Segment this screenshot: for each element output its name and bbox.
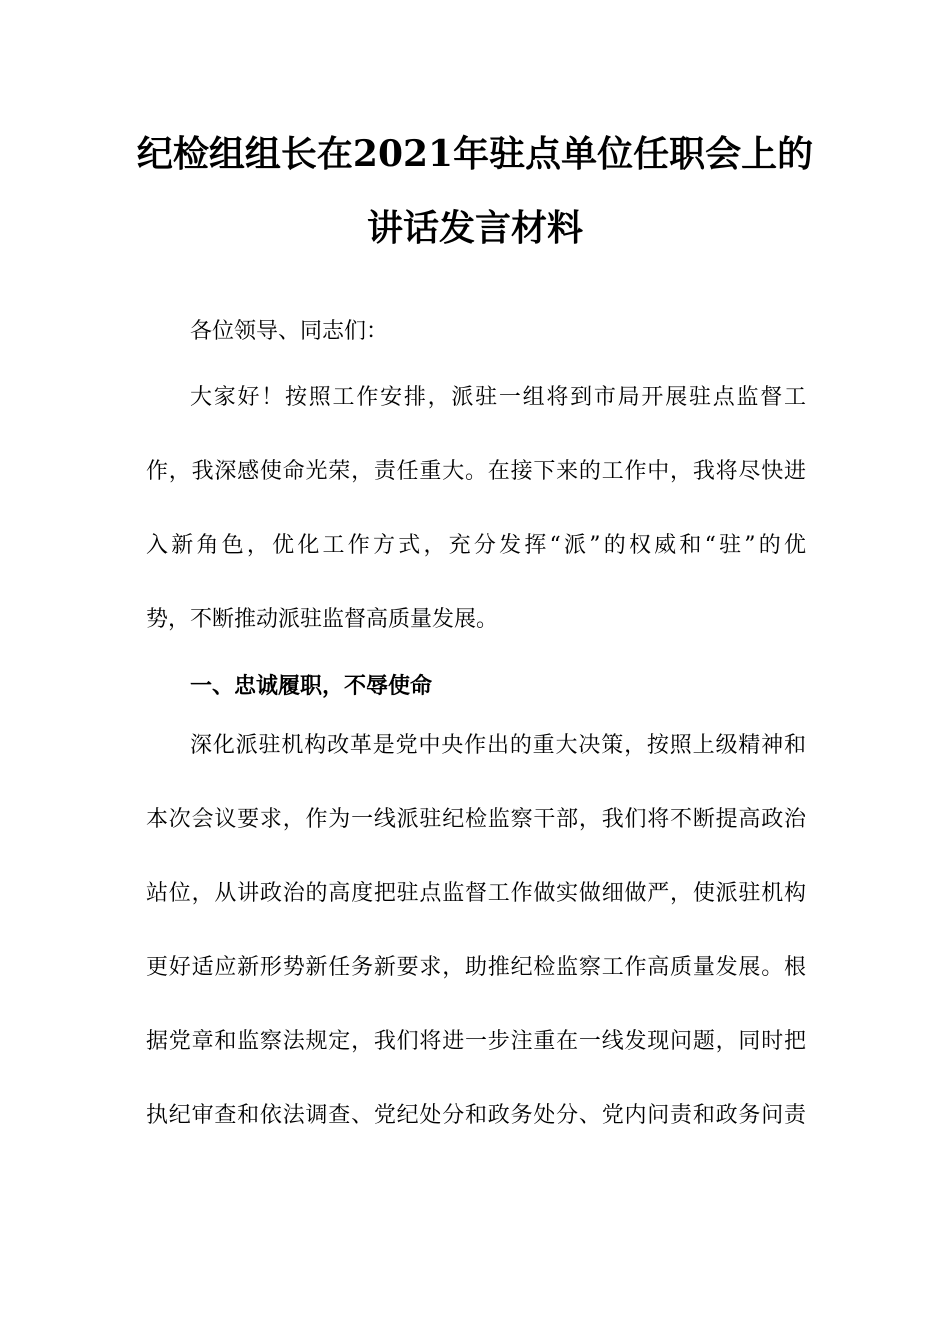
section-heading-1: 一、忠诚履职，不辱使命 (190, 673, 433, 699)
paragraph-1-line-3: 入新角色，优化工作方式，充分发挥“派”的权威和“驻”的优 (146, 533, 806, 558)
paragraph-2-line-3: 站位，从讲政治的高度把驻点监督工作做实做细做严，使派驻机构 (146, 881, 806, 906)
paragraph-2-line-6: 执纪审查和依法调查、党纪处分和政务处分、党内问责和政务问责 (146, 1103, 806, 1128)
paragraph-2-line-5: 据党章和监察法规定，我们将进一步注重在一线发现问题，同时把 (146, 1029, 806, 1054)
document-title-line-1: 纪检组组长在2021年驻点单位任职会上的 (136, 133, 814, 175)
salutation: 各位领导、同志们： (190, 319, 389, 344)
paragraph-2-line-4: 更好适应新形势新任务新要求，助推纪检监察工作高质量发展。根 (146, 955, 806, 980)
paragraph-1-line-2: 作，我深感使命光荣，责任重大。在接下来的工作中，我将尽快进 (146, 459, 806, 484)
paragraph-1-line-4: 势，不断推动派驻监督高质量发展。 (146, 607, 499, 632)
document-title-line-2: 讲话发言材料 (366, 207, 583, 249)
paragraph-2-line-1: 深化派驻机构改革是党中央作出的重大决策，按照上级精神和 (190, 733, 806, 758)
paragraph-2-line-2: 本次会议要求，作为一线派驻纪检监察干部，我们将不断提高政治 (146, 807, 806, 832)
paragraph-1-line-1: 大家好！按照工作安排，派驻一组将到市局开展驻点监督工 (190, 385, 806, 410)
